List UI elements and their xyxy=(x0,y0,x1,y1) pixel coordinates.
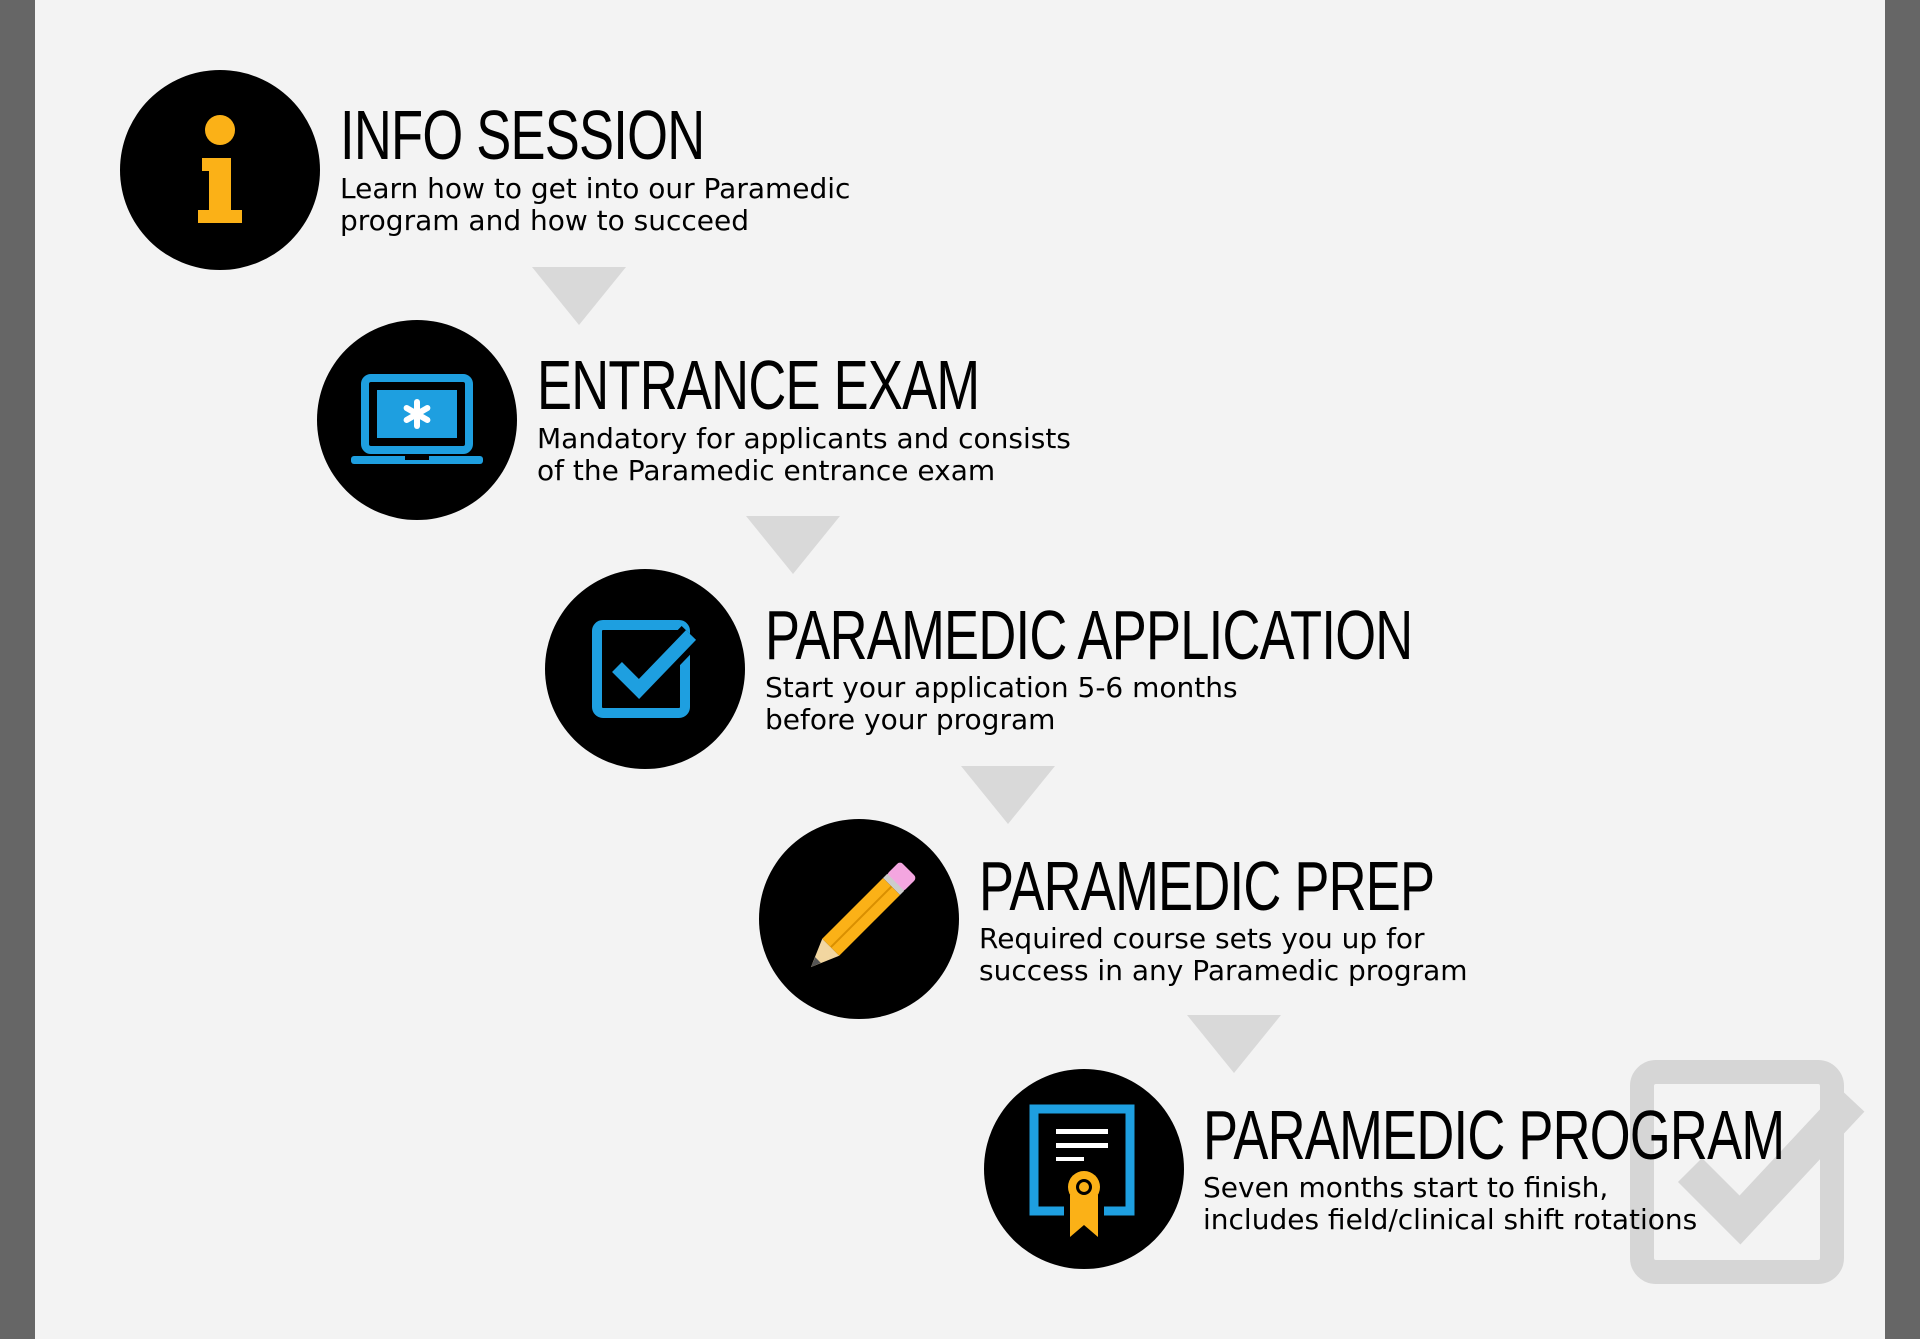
step-description-line-2: success in any Paramedic program xyxy=(979,954,1468,987)
step-description-line-1: Mandatory for applicants and consists xyxy=(537,422,1071,455)
step-description-line-2: includes field/clinical shift rotations xyxy=(1203,1203,1698,1236)
step-title: PARAMEDIC PREP xyxy=(979,847,1435,925)
watermark-check-icon xyxy=(1630,1060,1870,1290)
pencil-icon xyxy=(759,819,959,1019)
step-description-line-2: before your program xyxy=(765,703,1056,736)
arrow-down-icon xyxy=(532,267,626,325)
checkbox-icon xyxy=(545,569,745,769)
step-description-line-2: of the Paramedic entrance exam xyxy=(537,454,996,487)
pencil-icon-circle xyxy=(759,819,959,1019)
step-description-line-1: Required course sets you up for xyxy=(979,922,1425,955)
step-title: INFO SESSION xyxy=(340,96,705,174)
certificate-icon xyxy=(984,1069,1184,1269)
step-title: PARAMEDIC APPLICATION xyxy=(765,596,1413,674)
laptop-icon-circle xyxy=(317,320,517,520)
step-description-line-2: program and how to succeed xyxy=(340,204,750,237)
certificate-icon-circle xyxy=(984,1069,1184,1269)
page-border-right xyxy=(1885,0,1920,1339)
step-description-line-1: Learn how to get into our Paramedic xyxy=(340,172,851,205)
step-description-line-1: Start your application 5-6 months xyxy=(765,671,1238,704)
arrow-down-icon xyxy=(746,516,840,574)
laptop-icon xyxy=(317,320,517,520)
step-description-line-1: Seven months start to finish, xyxy=(1203,1171,1609,1204)
process-diagram xyxy=(35,0,1885,1339)
page-border-left xyxy=(0,0,35,1339)
step-title: ENTRANCE EXAM xyxy=(537,346,980,424)
arrow-down-icon xyxy=(961,766,1055,824)
arrow-down-icon xyxy=(1187,1015,1281,1073)
info-icon xyxy=(120,70,320,270)
checkbox-icon-circle xyxy=(545,569,745,769)
info-icon-circle xyxy=(120,70,320,270)
step-title: PARAMEDIC PROGRAM xyxy=(1203,1096,1785,1174)
